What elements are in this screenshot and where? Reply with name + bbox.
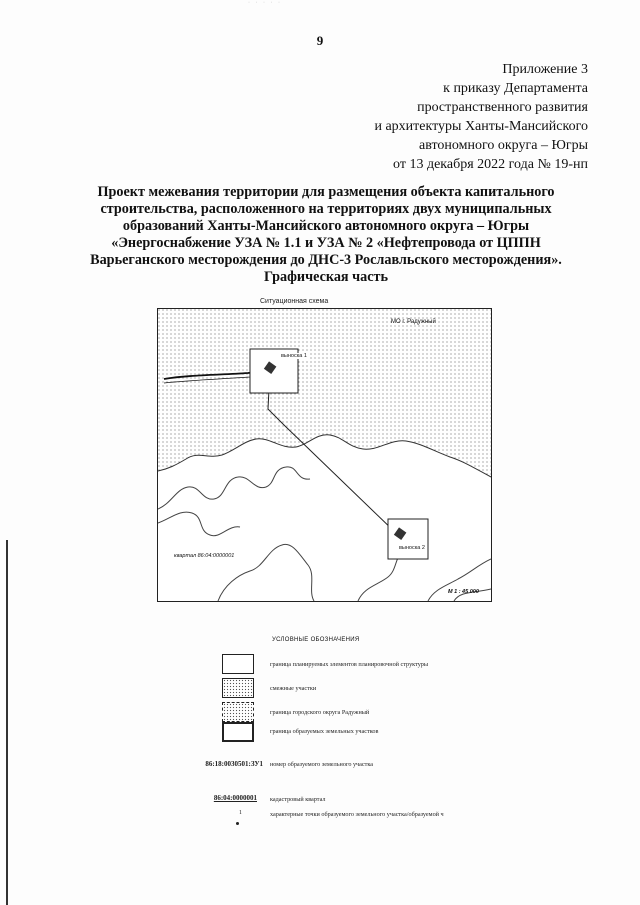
legend-label: граница образуемых земельных участков (270, 728, 379, 735)
appendix-line: от 13 декабря 2022 года № 19-нп (393, 157, 588, 172)
appendix-line: автономного округа – Югры (419, 138, 588, 153)
appendix-line: и архитектуры Ханты-Мансийского (374, 119, 588, 134)
legend-label: характерные точки образуемого земельного участка/образуемой ч (270, 811, 444, 818)
scan-margin-line (6, 540, 8, 905)
legend-symbol-adjacent-plots (222, 678, 254, 698)
quarter-label: квартал 86:04:0000001 (174, 553, 235, 559)
appendix-line: Приложение 3 (502, 62, 588, 77)
appendix-line: к приказу Департамента (443, 81, 588, 96)
point-dot-icon (236, 822, 239, 825)
title-line: «Энергоснабжение УЗА № 1.1 и УЗА № 2 «Нефтепровода от ЦППН (111, 235, 541, 251)
title-line: образований Ханты-Мансийского автономного округа – Югры (122, 218, 530, 234)
region-dotted-area (158, 309, 491, 477)
legend-key-cadastral-quarter: 86:04:0000001 (213, 794, 257, 802)
title-line: Графическая часть (263, 269, 388, 285)
legend-symbol-city-boundary (222, 702, 254, 722)
appendix-line: пространственного развития (417, 100, 588, 115)
legend-label: смежные участки (270, 685, 317, 692)
map-caption: Ситуационная схема (260, 298, 329, 305)
legend-symbol-planning-boundary (222, 654, 254, 674)
site2-frame (388, 519, 428, 559)
legend-label: номер образуемого земельного участка (270, 761, 374, 768)
river (158, 467, 310, 509)
legend-key-plot-number: 86:18:0030501:ЗУ1 (205, 760, 263, 768)
title-line: Проект межевания территории для размещения объекта капитального (97, 184, 555, 200)
scan-artifact: · · · · · (248, 0, 282, 6)
river (158, 512, 240, 536)
legend-label: граница городского округа Радужный (270, 709, 370, 716)
legend-title: УСЛОВНЫЕ ОБОЗНАЧЕНИЯ (272, 637, 360, 643)
region-label: МО г. Радужный (391, 319, 436, 325)
legend-label: кадастровый квартал (270, 796, 326, 803)
title-line: строительства, расположенного на территориях двух муниципальных (100, 201, 552, 217)
title-line: Варьеганского месторождения до ДНС-3 Рославльского месторождения». (90, 252, 562, 268)
legend-symbol-new-plots-boundary (222, 722, 254, 742)
site2-label: выноска 2 (399, 545, 425, 551)
scale-label: М 1 : 45 000 (448, 589, 479, 595)
situational-map (157, 308, 492, 602)
page-number: 9 (316, 33, 324, 48)
site1-label: выноска 1 (281, 353, 307, 359)
appendix-block (374, 60, 588, 174)
legend-key-point: 1 (239, 810, 242, 816)
legend-label: граница планируемых элементов планировочной структуры (270, 661, 429, 668)
document-title (40, 184, 612, 286)
